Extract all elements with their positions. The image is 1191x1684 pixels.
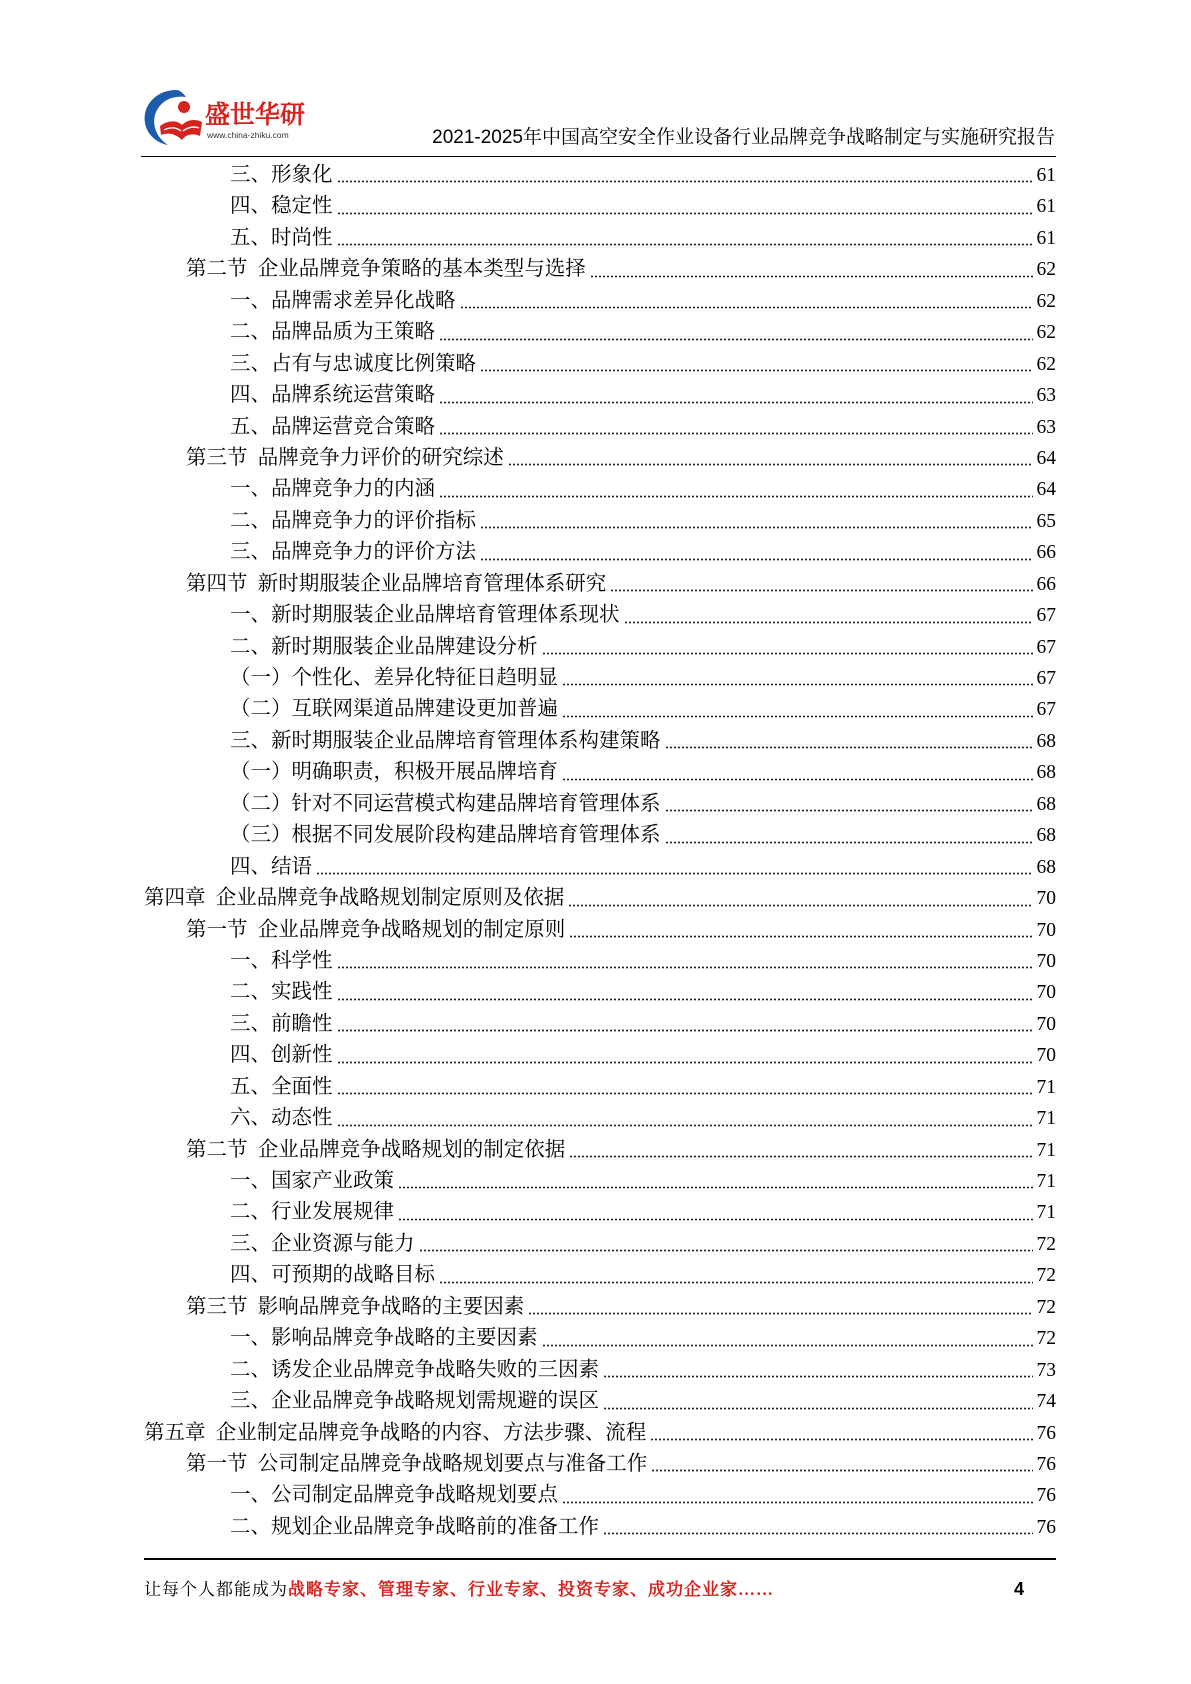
page-number: 4: [1014, 1579, 1025, 1599]
toc-entry-page: 68: [1036, 825, 1056, 847]
toc-entry-title: 互联网渠道品牌建设更加普遍: [291, 698, 558, 721]
toc-dot-leader: [665, 746, 1033, 749]
footer-slogan: [144, 1579, 774, 1601]
toc-entry-page: 68: [1036, 730, 1056, 752]
toc-entry-page: 64: [1036, 447, 1056, 469]
toc-item-entry[interactable]: [144, 852, 1056, 883]
toc-section-entry[interactable]: [144, 443, 1056, 474]
toc-entry-page: 61: [1036, 227, 1056, 249]
toc-entry-number: （三）: [230, 824, 292, 847]
toc-item-entry[interactable]: [144, 1512, 1056, 1543]
toc-dot-leader: [337, 1124, 1033, 1127]
toc-entry-title: 诱发企业品牌竞争战略失败的三因素: [271, 1358, 599, 1381]
toc-entry-page: 67: [1036, 636, 1056, 658]
toc-entry-title: 影响品牌竞争战略的主要因素: [257, 1295, 525, 1318]
toc-dot-leader: [562, 1501, 1033, 1504]
toc-section-entry[interactable]: [144, 1135, 1056, 1166]
toc-item-entry[interactable]: [144, 946, 1056, 977]
toc-entry-number: 三、: [230, 1232, 271, 1255]
toc-entry-page: 68: [1036, 793, 1056, 815]
toc-entry-title: 公司制定品牌竞争战略规划要点与准备工作: [257, 1452, 648, 1475]
toc-dot-leader: [480, 526, 1033, 529]
toc-entry-number: 四、: [230, 384, 271, 407]
toc-item-entry[interactable]: [144, 1009, 1056, 1040]
toc-entry-page: 68: [1036, 762, 1056, 784]
toc-entry-title: 结语: [271, 855, 312, 878]
toc-entry-number: 四、: [230, 1264, 271, 1287]
toc-item-entry[interactable]: [144, 1103, 1056, 1134]
toc-entry-page: 70: [1036, 950, 1056, 972]
toc-dot-leader: [316, 872, 1033, 875]
toc-entry-number: 三、: [230, 729, 271, 752]
toc-entry-number: 二、: [230, 1515, 271, 1538]
toc-item-entry[interactable]: [144, 191, 1056, 222]
toc-entry-title: 企业品牌竞争策略的基本类型与选择: [257, 258, 586, 281]
toc-dot-leader: [603, 1407, 1033, 1410]
toc-entry-page: 61: [1036, 196, 1056, 218]
toc-dot-leader: [508, 463, 1033, 466]
toc-entry-page: 62: [1036, 259, 1056, 281]
toc-entry-page: 71: [1036, 1108, 1056, 1130]
toc-entry-title: 前瞻性: [271, 1012, 333, 1035]
toc-entry-page: 74: [1036, 1391, 1056, 1413]
toc-entry-number: 三、: [230, 164, 271, 186]
toc-entry-number: 二、: [230, 509, 271, 532]
toc-entry-number: 四、: [230, 855, 271, 878]
toc-entry-title: 企业品牌竞争战略规划需规避的误区: [271, 1390, 599, 1413]
toc-entry-number: 三、: [230, 1390, 271, 1413]
toc-entry-title: 行业发展规律: [271, 1201, 394, 1224]
toc-entry-page: 70: [1036, 982, 1056, 1004]
toc-entry-title: 品牌竞争力的评价指标: [271, 509, 476, 532]
toc-entry-title: 规划企业品牌竞争战略前的准备工作: [271, 1515, 599, 1538]
toc-section-entry[interactable]: [144, 1292, 1056, 1323]
toc-entry-page: 76: [1036, 1422, 1056, 1444]
toc-entry-title: 稳定性: [271, 195, 333, 218]
toc-entry-number: 第一节: [186, 1452, 248, 1475]
swoosh-book-logo-icon: [140, 86, 204, 148]
toc-entry-title: 品牌竞争力评价的研究综述: [257, 446, 504, 469]
toc-entry-number: （二）: [230, 698, 292, 721]
toc-dot-leader: [480, 369, 1033, 372]
toc-entry-page: 70: [1036, 888, 1056, 910]
toc-entry-title: 新时期服装企业品牌培育管理体系现状: [271, 604, 620, 627]
toc-dot-leader: [562, 683, 1033, 686]
toc-entry-title: 明确职责，积极开展品牌培育: [291, 761, 558, 784]
table-of-contents: [144, 160, 1056, 1543]
brand-logo-name: 盛世华研: [205, 101, 306, 129]
toc-entry-title: 动态性: [271, 1107, 333, 1130]
toc-entry-title: 品牌需求差异化战略: [271, 289, 456, 312]
toc-item-entry[interactable]: [144, 663, 1056, 694]
toc-entry-number: 二、: [230, 635, 271, 658]
toc-entry-number: 二、: [230, 1358, 271, 1381]
toc-dot-leader: [398, 1218, 1033, 1221]
toc-dot-leader: [337, 1092, 1033, 1095]
toc-entry-number: 三、: [230, 1012, 271, 1035]
toc-entry-number: 一、: [230, 1327, 271, 1350]
toc-entry-number: 一、: [230, 1484, 271, 1507]
toc-entry-page: 63: [1036, 416, 1056, 438]
toc-entry-page: 67: [1036, 699, 1056, 721]
toc-entry-page: 67: [1036, 605, 1056, 627]
toc-dot-leader: [665, 809, 1033, 812]
toc-item-entry[interactable]: [144, 820, 1056, 851]
toc-entry-number: 二、: [230, 321, 271, 344]
toc-entry-page: 72: [1036, 1265, 1056, 1287]
toc-section-entry[interactable]: [144, 254, 1056, 285]
toc-entry-number: 第三节: [186, 1295, 248, 1318]
toc-entry-number: 第四章: [144, 887, 206, 910]
toc-entry-page: 72: [1036, 1233, 1056, 1255]
toc-entry-title: 新时期服装企业品牌建设分析: [271, 635, 538, 658]
toc-entry-number: （二）: [230, 792, 292, 815]
toc-item-entry[interactable]: [144, 757, 1056, 788]
footer-slogan-lead: 让每个人都能成为: [144, 1580, 288, 1599]
toc-entry-page: 62: [1036, 322, 1056, 344]
toc-entry-title: 实践性: [271, 981, 333, 1004]
toc-entry-page: 64: [1036, 479, 1056, 501]
toc-entry-number: 一、: [230, 289, 271, 312]
toc-dot-leader: [603, 1532, 1033, 1535]
toc-entry-title: 个性化、差异化特征日趋明显: [291, 667, 558, 689]
toc-dot-leader: [590, 275, 1033, 278]
toc-dot-leader: [569, 935, 1032, 938]
toc-entry-title: 企业品牌竞争战略规划的制定原则: [257, 918, 566, 941]
toc-dot-leader: [439, 1281, 1033, 1284]
toc-entry-title: 可预期的战略目标: [271, 1264, 435, 1287]
toc-item-entry[interactable]: [144, 380, 1056, 411]
toc-entry-number: 四、: [230, 195, 271, 218]
toc-item-entry[interactable]: [144, 286, 1056, 317]
toc-entry-page: 62: [1036, 290, 1056, 312]
toc-entry-title: 新时期服装企业品牌培育管理体系研究: [257, 572, 607, 595]
footer-slogan-highlight: 战略专家、管理专家、行业专家、投资专家、成功企业家……: [288, 1580, 774, 1599]
toc-dot-leader: [528, 1312, 1032, 1315]
footer-divider: [144, 1558, 1056, 1560]
toc-dot-leader: [398, 1186, 1033, 1189]
toc-item-entry[interactable]: [144, 537, 1056, 568]
report-title: 2021-2025年中国高空安全作业设备行业品牌竞争战略制定与实施研究报告: [432, 127, 1055, 148]
toc-item-entry[interactable]: [144, 1355, 1056, 1386]
toc-dot-leader: [439, 401, 1033, 404]
toc-item-entry[interactable]: [144, 1260, 1056, 1291]
toc-entry-title: 企业品牌竞争战略规划制定原则及依据: [215, 887, 565, 910]
toc-entry-page: 72: [1036, 1328, 1056, 1350]
toc-item-entry[interactable]: [144, 1323, 1056, 1354]
toc-entry-title: 品牌品质为王策略: [271, 321, 435, 344]
toc-entry-number: 三、: [230, 352, 271, 375]
toc-entry-page: 70: [1036, 1045, 1056, 1067]
toc-dot-leader: [337, 966, 1033, 969]
toc-entry-number: 第二节: [186, 1138, 248, 1161]
toc-item-entry[interactable]: [144, 1386, 1056, 1417]
toc-chapter-entry[interactable]: [144, 883, 1056, 914]
toc-entry-page: 67: [1036, 668, 1056, 689]
toc-entry-title: 品牌系统运营策略: [271, 384, 435, 407]
toc-item-entry[interactable]: [144, 317, 1056, 348]
toc-entry-number: 一、: [230, 478, 271, 501]
toc-entry-page: 68: [1036, 856, 1056, 878]
toc-entry-title: 全面性: [271, 1075, 333, 1098]
toc-dot-leader: [562, 778, 1033, 781]
toc-entry-number: （一）: [230, 667, 292, 689]
toc-entry-title: 公司制定品牌竞争战略规划要点: [271, 1484, 558, 1507]
toc-dot-leader: [337, 1061, 1033, 1064]
toc-dot-leader: [603, 1375, 1033, 1378]
toc-entry-title: 影响品牌竞争战略的主要因素: [271, 1327, 538, 1350]
toc-entry-title: 品牌竞争力的内涵: [271, 478, 435, 501]
toc-dot-leader: [337, 998, 1033, 1001]
toc-entry-number: 第二节: [186, 258, 248, 281]
toc-entry-page: 73: [1036, 1359, 1056, 1381]
toc-entry-number: 五、: [230, 226, 271, 249]
toc-section-entry[interactable]: [144, 569, 1056, 600]
toc-entry-number: 五、: [230, 415, 271, 438]
toc-entry-page: 71: [1036, 1076, 1056, 1098]
toc-item-entry[interactable]: [144, 412, 1056, 443]
toc-entry-title: 品牌竞争力的评价方法: [271, 541, 476, 564]
toc-entry-page: 65: [1036, 510, 1056, 532]
toc-dot-leader: [610, 589, 1032, 592]
toc-item-entry[interactable]: [144, 632, 1056, 663]
brand-logo-url: www.china-zhiku.com: [207, 130, 289, 140]
toc-dot-leader: [665, 841, 1033, 844]
toc-entry-number: 三、: [230, 541, 271, 564]
toc-dot-leader: [439, 432, 1033, 435]
toc-entry-title: 新时期服装企业品牌培育管理体系构建策略: [271, 729, 661, 752]
toc-entry-page: 61: [1036, 165, 1056, 186]
toc-entry-number: 二、: [230, 1201, 271, 1224]
toc-item-entry[interactable]: [144, 726, 1056, 757]
toc-entry-number: 一、: [230, 1170, 271, 1192]
toc-item-entry[interactable]: [144, 160, 1056, 191]
toc-entry-number: 第四节: [186, 572, 248, 595]
toc-item-entry[interactable]: [144, 977, 1056, 1008]
toc-dot-leader: [624, 621, 1033, 624]
toc-entry-page: 76: [1036, 1485, 1056, 1507]
toc-entry-page: 76: [1036, 1516, 1056, 1538]
toc-entry-title: 企业制定品牌竞争战略的内容、方法步骤、流程: [215, 1421, 647, 1444]
toc-entry-title: 占有与忠诚度比例策略: [271, 352, 476, 375]
toc-entry-number: 一、: [230, 949, 271, 972]
toc-dot-leader: [569, 1155, 1032, 1158]
toc-entry-number: 第三节: [186, 446, 248, 469]
toc-entry-title: 根据不同发展阶段构建品牌培育管理体系: [291, 824, 661, 847]
toc-item-entry[interactable]: [144, 1166, 1056, 1197]
toc-item-entry[interactable]: [144, 694, 1056, 725]
toc-dot-leader: [460, 306, 1033, 309]
toc-item-entry[interactable]: [144, 600, 1056, 631]
toc-entry-number: 第一节: [186, 918, 248, 941]
toc-item-entry[interactable]: [144, 1072, 1056, 1103]
toc-item-entry[interactable]: [144, 789, 1056, 820]
toc-dot-leader: [419, 1249, 1033, 1252]
toc-entry-page: 66: [1036, 542, 1056, 564]
toc-section-entry[interactable]: [144, 915, 1056, 946]
toc-entry-page: 63: [1036, 385, 1056, 407]
toc-entry-page: 71: [1036, 1171, 1056, 1192]
toc-entry-number: 二、: [230, 981, 271, 1004]
toc-chapter-entry[interactable]: [144, 1418, 1056, 1449]
toc-entry-title: 时尚性: [271, 226, 333, 249]
toc-dot-leader: [651, 1469, 1032, 1472]
toc-dot-leader: [337, 1029, 1033, 1032]
toc-item-entry[interactable]: [144, 1040, 1056, 1071]
toc-dot-leader: [337, 180, 1033, 183]
toc-entry-title: 国家产业政策: [271, 1170, 394, 1192]
toc-dot-leader: [439, 495, 1033, 498]
toc-dot-leader: [542, 652, 1033, 655]
toc-dot-leader: [439, 338, 1033, 341]
toc-dot-leader: [568, 904, 1032, 907]
toc-entry-number: 一、: [230, 604, 271, 627]
toc-entry-title: 品牌运营竞合策略: [271, 415, 435, 438]
toc-entry-number: 四、: [230, 1044, 271, 1067]
toc-entry-title: 创新性: [271, 1044, 333, 1067]
toc-entry-title: 企业品牌竞争战略规划的制定依据: [257, 1138, 566, 1161]
header-divider: [141, 156, 1056, 157]
toc-entry-number: 五、: [230, 1075, 271, 1098]
toc-dot-leader: [542, 1344, 1033, 1347]
toc-entry-page: 70: [1036, 1013, 1056, 1035]
toc-entry-title: 形象化: [271, 164, 333, 186]
toc-entry-page: 76: [1036, 1453, 1056, 1475]
toc-item-entry[interactable]: [144, 474, 1056, 505]
toc-entry-title: 科学性: [271, 949, 333, 972]
toc-item-entry[interactable]: [144, 349, 1056, 380]
toc-section-entry[interactable]: [144, 1449, 1056, 1480]
toc-dot-leader: [480, 558, 1033, 561]
toc-item-entry[interactable]: [144, 1197, 1056, 1228]
toc-entry-number: 第五章: [144, 1421, 206, 1444]
toc-item-entry[interactable]: [144, 1229, 1056, 1260]
toc-entry-page: 71: [1036, 1202, 1056, 1224]
toc-item-entry[interactable]: [144, 223, 1056, 254]
toc-entry-page: 66: [1036, 573, 1056, 595]
toc-dot-leader: [650, 1438, 1032, 1441]
toc-dot-leader: [562, 715, 1033, 718]
toc-dot-leader: [337, 212, 1033, 215]
toc-entry-title: 针对不同运营模式构建品牌培育管理体系: [291, 792, 661, 815]
toc-entry-page: 72: [1036, 1296, 1056, 1318]
toc-entry-number: 六、: [230, 1107, 271, 1130]
toc-dot-leader: [337, 243, 1033, 246]
toc-entry-page: 70: [1036, 919, 1056, 941]
toc-item-entry[interactable]: [144, 506, 1056, 537]
toc-entry-page: 71: [1036, 1139, 1056, 1161]
toc-entry-title: 企业资源与能力: [271, 1232, 415, 1255]
toc-entry-number: （一）: [230, 761, 292, 784]
toc-entry-page: 62: [1036, 353, 1056, 375]
toc-item-entry[interactable]: [144, 1480, 1056, 1511]
